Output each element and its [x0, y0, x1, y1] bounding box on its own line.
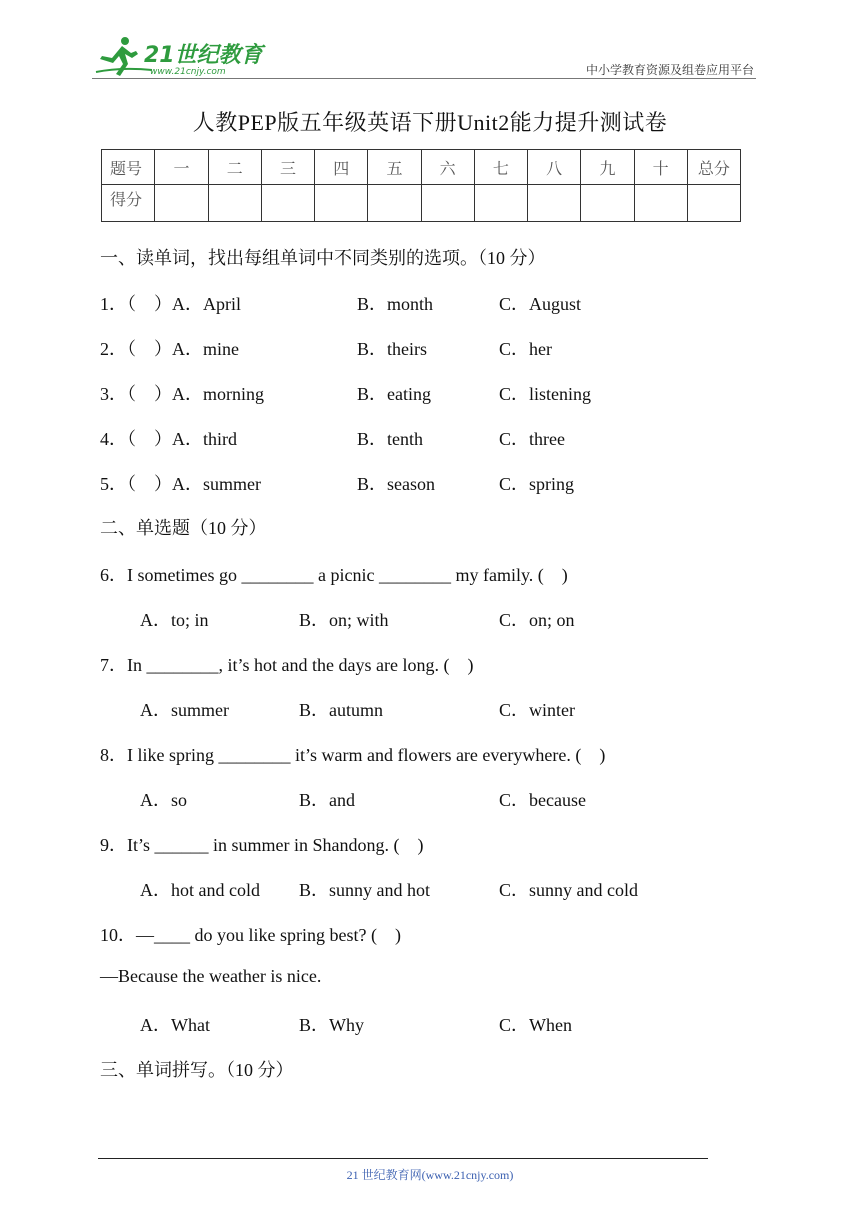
option-c: C．her	[499, 339, 552, 359]
score-input-cell[interactable]	[315, 185, 368, 222]
score-table-score-row	[102, 185, 741, 222]
site-logo	[92, 34, 272, 78]
table-cell: 三	[261, 150, 314, 185]
table-cell: 总分	[687, 150, 740, 185]
table-cell: 二	[208, 150, 261, 185]
option-c: C．because	[499, 790, 586, 810]
table-cell: 七	[474, 150, 527, 185]
question-2: 2．（ ）A．mine	[100, 339, 239, 359]
question-1: 1．（ ）A．April	[100, 294, 241, 314]
table-cell: 题号	[102, 150, 155, 185]
table-cell: 八	[528, 150, 581, 185]
header-divider	[92, 78, 756, 79]
header-platform-text: 中小学教育资源及组卷应用平台	[585, 63, 754, 77]
option-b: B．and	[299, 790, 355, 810]
score-input-cell[interactable]	[634, 185, 687, 222]
option-b: B．eating	[357, 384, 431, 404]
score-input-cell[interactable]	[208, 185, 261, 222]
table-cell: 一	[155, 150, 208, 185]
section-heading-2: 二、单选题（10 分）	[100, 518, 267, 538]
option-a: A．summer	[140, 700, 229, 720]
table-cell: 四	[315, 150, 368, 185]
option-b: B．Why	[299, 1015, 364, 1035]
option-c: C．August	[499, 294, 582, 314]
option-c: C．spring	[499, 474, 575, 494]
question-9: 9．It’s ______ in summer in Shandong. ( )	[100, 835, 424, 855]
score-input-cell[interactable]	[528, 185, 581, 222]
option-a: A．so	[140, 790, 188, 810]
score-input-cell[interactable]	[581, 185, 634, 222]
question-10-reply: —Because the weather is nice.	[100, 966, 322, 986]
option-c: C．sunny and cold	[499, 880, 638, 900]
option-c: C．listening	[499, 384, 592, 404]
option-c: C．When	[499, 1015, 572, 1035]
score-input-cell[interactable]	[421, 185, 474, 222]
question-10: 10．—____ do you like spring best? ( )	[100, 925, 401, 945]
runner-logo-icon	[92, 34, 272, 78]
table-cell: 得分	[102, 185, 155, 222]
table-cell: 五	[368, 150, 421, 185]
option-b: B．season	[357, 474, 435, 494]
option-a: A．hot and cold	[140, 880, 260, 900]
option-a: A．to; in	[140, 610, 209, 630]
section-heading-3: 三、单词拼写。（10 分）	[100, 1060, 294, 1080]
score-input-cell[interactable]	[368, 185, 421, 222]
logo-url: www.21cnjy.com	[150, 67, 226, 77]
question-4: 4．（ ）A．third	[100, 429, 237, 449]
question-7: 7．In ________, it’s hot and the days are long. ( )	[100, 655, 474, 675]
logo-text: 21世纪教育	[144, 43, 263, 68]
question-6: 6．I sometimes go ________ a picnic ________ my family. ( )	[100, 565, 568, 585]
option-c: C．three	[499, 429, 565, 449]
option-b: B．on; with	[299, 610, 389, 630]
page-title: 人教PEP版五年级英语下册Unit2能力提升测试卷	[192, 110, 668, 135]
option-b: B．autumn	[299, 700, 383, 720]
score-table	[101, 149, 741, 222]
score-input-cell[interactable]	[687, 185, 740, 222]
score-input-cell[interactable]	[474, 185, 527, 222]
table-cell: 十	[634, 150, 687, 185]
option-b: B．month	[357, 294, 434, 314]
option-b: B．sunny and hot	[299, 880, 431, 900]
footer-divider	[98, 1158, 708, 1159]
option-c: C．on; on	[499, 610, 575, 630]
footer-link[interactable]: 21 世纪教育网(www.21cnjy.com)	[346, 1168, 514, 1182]
option-a: A．What	[140, 1015, 210, 1035]
table-cell: 九	[581, 150, 634, 185]
option-b: B．tenth	[357, 429, 423, 449]
score-input-cell[interactable]	[155, 185, 208, 222]
score-table-header-row	[102, 150, 741, 185]
score-input-cell[interactable]	[261, 185, 314, 222]
option-b: B．theirs	[357, 339, 427, 359]
question-5: 5．（ ）A．summer	[100, 474, 261, 494]
question-8: 8．I like spring ________ it’s warm and flowers are everywhere. ( )	[100, 745, 606, 765]
question-3: 3．（ ）A．morning	[100, 384, 264, 404]
option-c: C．winter	[499, 700, 575, 720]
table-cell: 六	[421, 150, 474, 185]
section-heading-1: 一、读单词，找出每组单词中不同类别的选项。（10 分）	[100, 248, 546, 268]
